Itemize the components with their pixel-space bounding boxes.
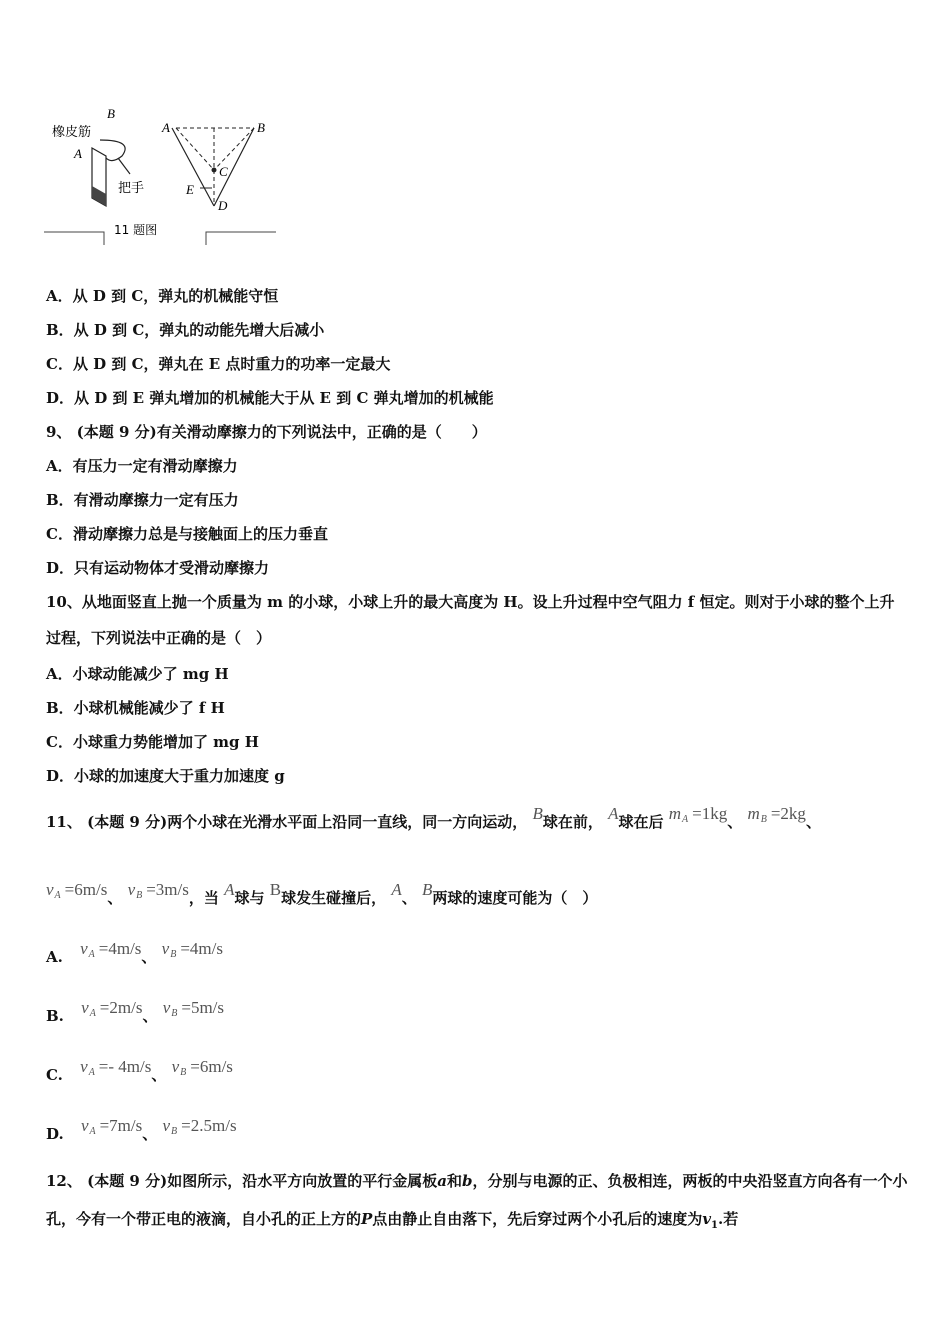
slingshot-grip <box>92 186 106 206</box>
q10-option-d: D．小球的加速度大于重力加速度 g <box>46 767 285 785</box>
q11-velocity-b: $v_B =3m/s$ <box>127 880 189 901</box>
q11-option-a-sep: 、 <box>141 948 157 966</box>
q11-text1: 两个小球在光滑水平面上沿同一直线，同一方向运动， <box>167 813 528 831</box>
q12-score: (本题 9 分) <box>87 1172 168 1190</box>
q11-option-d-vb: $v_B =2.5m/s$ <box>162 1116 237 1137</box>
q11-sep2: 、 <box>805 813 821 831</box>
q11-option-b-vb: $v_B =5m/s$ <box>162 998 225 1019</box>
q11-text4: ，当 <box>188 889 219 907</box>
q11-a-symbol: A <box>608 804 619 823</box>
q12-number: 12、 <box>46 1172 82 1190</box>
q11-option-b-va: $v_A =2m/s$ <box>81 998 143 1019</box>
q10-option-a: A．小球动能减少了 mg H <box>46 665 229 683</box>
q12-stem <box>46 1162 908 1245</box>
q11-option-b-sep: 、 <box>142 1007 158 1025</box>
q11-score: (本题 9 分) <box>87 813 168 831</box>
q11-sep4: 、 <box>401 889 417 907</box>
q11-mass-b: $m_B =2kg$ <box>747 804 806 825</box>
label-e: E <box>186 182 194 197</box>
q9-option-c: C．滑动摩擦力总是与接触面上的压力垂直 <box>46 525 328 543</box>
q8-option-a: A．从 D 到 C，弹丸的机械能守恒 <box>46 287 279 305</box>
q11-text5: 球与 <box>234 889 265 907</box>
q11-number: 11、 <box>46 813 82 831</box>
q11-option-a-vb: $v_B =4m/s$ <box>161 939 223 960</box>
q12-and: 和 <box>446 1172 462 1190</box>
q12-text1: 如图所示，沿水平方向放置的平行金属板 <box>167 1172 438 1190</box>
rubber-band <box>100 140 125 161</box>
q9-option-d: D．只有运动物体才受滑动摩擦力 <box>46 559 270 577</box>
q12-velocity-sub: 1 <box>711 1220 718 1231</box>
q11-mass-a: $m_A =1kg$ <box>668 804 728 825</box>
slingshot-figure <box>44 100 276 245</box>
q11-velocity-a: $v_A =6m/s$ <box>46 880 108 901</box>
q11-stem-line2 <box>46 880 598 914</box>
q12-text4: .若 <box>718 1210 739 1228</box>
line-ac <box>176 128 214 170</box>
label-handle: 把手 <box>118 181 145 196</box>
q11-option-b <box>46 998 225 1032</box>
q11-text6: 球发生碰撞后， <box>281 889 387 907</box>
q12-text2: ，分别与电源的正、负极相连，两板的中央沿竖直方向各有一个小孔，今有一个带正电的液滴，自小孔的正上方的 <box>46 1172 908 1228</box>
q11-stem-line1 <box>46 804 821 838</box>
q12-point-p: P <box>361 1210 373 1228</box>
ground-line <box>44 232 276 245</box>
q11-option-a-label: A. <box>46 948 63 966</box>
q11-option-c <box>46 1057 233 1091</box>
label-rubber: 橡皮筋 <box>52 125 92 140</box>
point-c <box>212 168 217 173</box>
q11-b-symbol: B <box>532 804 543 823</box>
label-c: C <box>219 164 228 179</box>
q11-option-d-label: D. <box>46 1125 64 1143</box>
figure-caption: 11 题图 <box>114 223 158 237</box>
label-d: D <box>218 198 228 213</box>
q11-sep1: 、 <box>727 813 743 831</box>
q10-stem: 10、从地面竖直上抛一个质量为 m 的小球，小球上升的最大高度为 H。设上升过程中空气阻力 f 恒定。则对于小球的整个上升过程，下列说法中正确的是（ ） <box>46 593 895 647</box>
handle-stick <box>118 158 130 174</box>
q8-option-c: C．从 D 到 C，弹丸在 E 点时重力的功率一定最大 <box>46 355 391 373</box>
q12-plate-a: a <box>437 1172 447 1190</box>
q9-stem: 9、 (本题 9 分)有关滑动摩擦力的下列说法中，正确的是（ ） <box>46 423 487 441</box>
q11-text2: 球在前， <box>542 813 603 831</box>
label-a: A <box>162 120 170 135</box>
label-b-left: B <box>107 106 115 121</box>
q11-option-c-vb: $v_B =6m/s$ <box>171 1057 233 1078</box>
q12-plate-b: b <box>461 1172 473 1190</box>
q12-velocity: v <box>702 1210 712 1228</box>
q11-option-d <box>46 1116 237 1150</box>
q11-option-c-va: $v_A =- 4m/s$ <box>80 1057 152 1078</box>
q12-text3: 点由静止自由落下，先后穿过两个小孔后的速度为 <box>372 1210 703 1228</box>
q11-option-b-label: B. <box>46 1007 64 1025</box>
q10-option-c: C．小球重力势能增加了 mg H <box>46 733 259 751</box>
q11-a-symbol-3: A <box>391 880 402 899</box>
q11-option-c-label: C. <box>46 1066 63 1084</box>
label-b: B <box>257 120 265 135</box>
q11-b-symbol-2: B <box>269 880 282 899</box>
q8-option-d: D．从 D 到 E 弹丸增加的机械能大于从 E 到 C 弹丸增加的机械能 <box>46 389 494 407</box>
q10-option-b: B．小球机械能减少了 f H <box>46 699 225 717</box>
q11-text3: 球在后 <box>618 813 664 831</box>
q11-a-symbol-2: A <box>224 880 235 899</box>
q11-b-symbol-3: B <box>422 880 433 899</box>
q11-option-d-sep: 、 <box>142 1125 158 1143</box>
q11-text7: 两球的速度可能为（ ） <box>432 889 598 907</box>
q11-option-a <box>46 939 223 973</box>
q8-option-b: B．从 D 到 C，弹丸的动能先增大后减小 <box>46 321 325 339</box>
q11-sep3: 、 <box>107 889 123 907</box>
label-a-left: A <box>74 146 82 161</box>
q9-option-b: B．有滑动摩擦力一定有压力 <box>46 491 239 509</box>
q11-option-a-va: $v_A =4m/s$ <box>80 939 142 960</box>
q9-option-a: A．有压力一定有滑动摩擦力 <box>46 457 238 475</box>
q11-option-c-sep: 、 <box>151 1066 167 1084</box>
q11-option-d-va: $v_A =7m/s$ <box>80 1116 143 1137</box>
